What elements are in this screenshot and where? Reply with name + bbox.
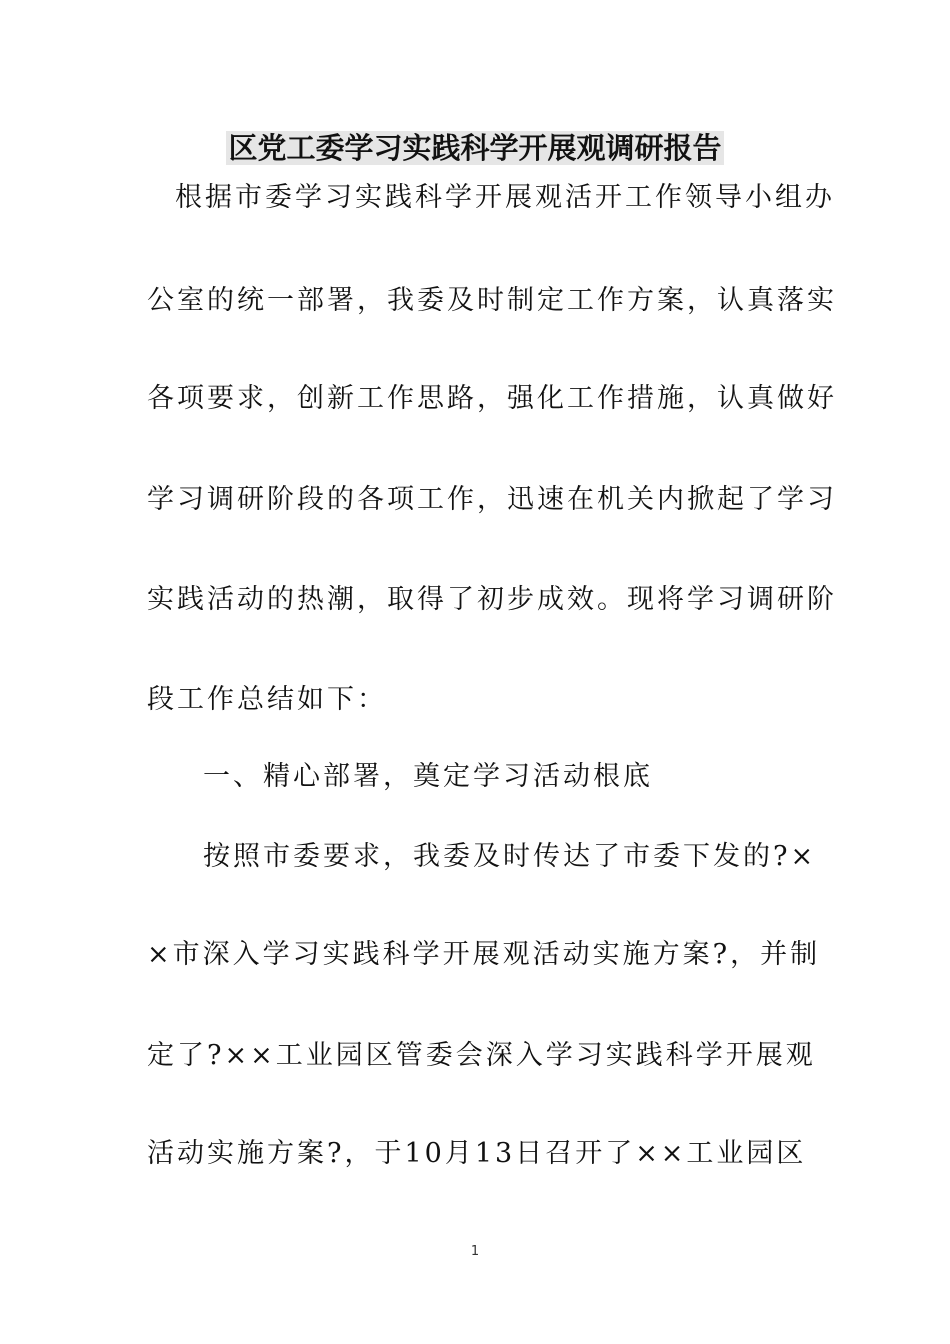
body-line-9: 定了?××工业园区管委会深入学习实践科学开展观 bbox=[147, 1040, 816, 1071]
body-line-5: 实践活动的热潮，取得了初步成效。现将学习调研阶 bbox=[147, 584, 837, 615]
body-line-4: 学习调研阶段的各项工作，迅速在机关内掀起了学习 bbox=[147, 484, 837, 515]
body-line-8: ×市深入学习实践科学开展观活动实施方案?，并制 bbox=[147, 939, 821, 970]
page-number: 1 bbox=[470, 1244, 480, 1259]
document-title: 区党工委学习实践科学开展观调研报告 bbox=[228, 131, 722, 165]
body-line-7: 按照市委要求，我委及时传达了市委下发的?× bbox=[203, 841, 817, 872]
body-line-2: 公室的统一部署，我委及时制定工作方案，认真落实 bbox=[147, 285, 837, 316]
section-heading-1: 一、精心部署，奠定学习活动根底 bbox=[203, 761, 653, 792]
body-line-6: 段工作总结如下： bbox=[147, 684, 387, 715]
body-line-1: 根据市委学习实践科学开展观活开工作领导小组办 bbox=[175, 182, 835, 213]
body-line-10: 活动实施方案?，于10月13日召开了××工业园区 bbox=[147, 1138, 807, 1169]
body-line-3: 各项要求，创新工作思路，强化工作措施，认真做好 bbox=[147, 383, 837, 414]
